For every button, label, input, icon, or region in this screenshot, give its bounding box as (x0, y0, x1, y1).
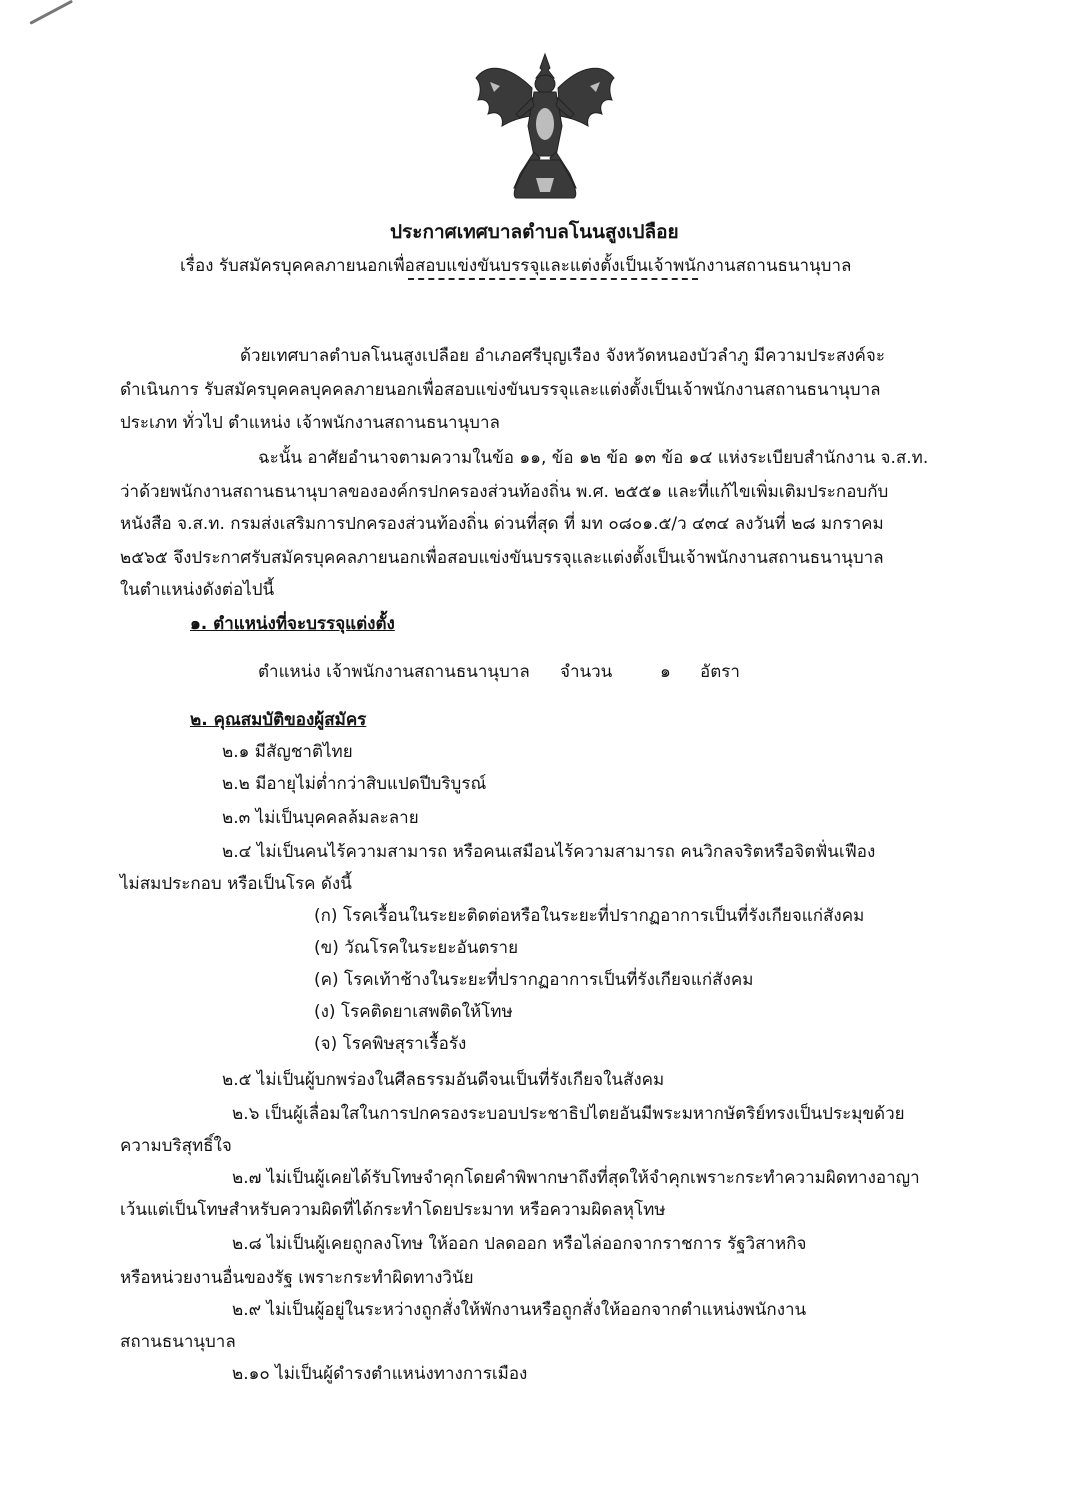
authority-line: หนังสือ จ.ส.ท. กรมส่งเสริมการปกครองส่วนท้องถิ่น ด่วนที่สุด ที่ มท ๐๘๐๑.๕/ว ๔๓๔ ลงวันที่ ๒๘ มกราคม (120, 514, 884, 534)
qualification-item-cont: ความบริสุทธิ์ใจ (120, 1136, 232, 1156)
count-value: ๑ (660, 662, 671, 682)
position-label: ตำแหน่ง เจ้าพนักงานสถานธนานุบาล (258, 662, 530, 682)
qualification-item: ๒.๑ มีสัญชาติไทย (222, 742, 353, 762)
qualification-item: ๒.๔ ไม่เป็นคนไร้ความสามารถ หรือคนเสมือนไร้ความสามารถ คนวิกลจริตหรือจิตฟั่นเฟือง (222, 842, 876, 862)
authority-line: ฉะนั้น อาศัยอำนาจตามความในข้อ ๑๑, ข้อ ๑๒ ข้อ ๑๓ ข้อ ๑๔ แห่งระเบียบสำนักงาน จ.ส.ท. (258, 448, 929, 468)
intro-line: ดำเนินการ รับสมัครบุคคลบุคคลภายนอกเพื่อสอบแข่งขันบรรจุและแต่งตั้งเป็นเจ้าพนักงานสถานธนานุบาล (120, 380, 881, 400)
header-divider (408, 278, 698, 280)
count-label: จำนวน (560, 662, 613, 682)
authority-line: ๒๕๖๕ จึงประกาศรับสมัครบุคคลภายนอกเพื่อสอบแข่งขันบรรจุและแต่งตั้งเป็นเจ้าพนักงานสถานธนานุบาล (120, 548, 884, 568)
document-subject: เรื่อง รับสมัครบุคคลภายนอกเพื่อสอบแข่งขันบรรจุและแต่งตั้งเป็นเจ้าพนักงานสถานธนานุบาล (180, 256, 852, 276)
authority-line: ในตำแหน่งดังต่อไปนี้ (120, 580, 275, 600)
garuda-emblem-icon (470, 48, 620, 203)
disease-item: (ก) โรคเรื้อนในระยะติดต่อหรือในระยะที่ปรากฏอาการเป็นที่รังเกียจแก่สังคม (314, 906, 865, 926)
pen-mark (29, 0, 73, 25)
section1-heading: ๑. ตำแหน่งที่จะบรรจุแต่งตั้ง (190, 614, 395, 634)
authority-line: ว่าด้วยพนักงานสถานธนานุบาลขององค์กรปกครองส่วนท้องถิ่น พ.ศ. ๒๕๕๑ และที่แก้ไขเพิ่มเติมประกอบกับ (120, 482, 889, 502)
qualification-item-cont: ไม่สมประกอบ หรือเป็นโรค ดังนี้ (120, 874, 352, 894)
disease-item: (ข) วัณโรคในระยะอันตราย (314, 938, 519, 958)
qualification-item: ๒.๘ ไม่เป็นผู้เคยถูกลงโทษ ให้ออก ปลดออก หรือไล่ออกจากราชการ รัฐวิสาหกิจ (232, 1234, 807, 1254)
intro-line: ด้วยเทศบาลตำบลโนนสูงเปลือย อำเภอศรีบุญเรือง จังหวัดหนองบัวลำภู มีความประสงค์จะ (240, 346, 885, 366)
disease-item: (จ) โรคพิษสุราเรื้อรัง (314, 1034, 467, 1054)
qualification-item-cont: สถานธนานุบาล (120, 1332, 236, 1352)
qualification-item-cont: หรือหน่วยงานอื่นของรัฐ เพราะกระทำผิดทางวินัย (120, 1268, 474, 1288)
qualification-item: ๒.๕ ไม่เป็นผู้บกพร่องในศีลธรรมอันดีจนเป็นที่รังเกียจในสังคม (222, 1070, 665, 1090)
qualification-item: ๒.๒ มีอายุไม่ต่ำกว่าสิบแปดปีบริบูรณ์ (222, 774, 487, 794)
qualification-item: ๒.๑๐ ไม่เป็นผู้ดำรงตำแหน่งทางการเมือง (232, 1364, 528, 1384)
qualification-item: ๒.๓ ไม่เป็นบุคคลล้มละลาย (222, 808, 419, 828)
document-title: ประกาศเทศบาลตำบลโนนสูงเปลือย (390, 221, 679, 243)
disease-item: (ค) โรคเท้าช้างในระยะที่ปรากฏอาการเป็นที่รังเกียจแก่สังคม (314, 970, 754, 990)
section2-heading: ๒. คุณสมบัติของผู้สมัคร (190, 710, 367, 730)
qualification-item: ๒.๖ เป็นผู้เลื่อมใสในการปกครองระบอบประชาธิปไตยอันมีพระมหากษัตริย์ทรงเป็นประมุขด้วย (232, 1104, 905, 1124)
disease-item: (ง) โรคติดยาเสพติดให้โทษ (314, 1002, 513, 1022)
count-unit: อัตรา (700, 662, 740, 682)
qualification-item: ๒.๗ ไม่เป็นผู้เคยได้รับโทษจำคุกโดยคำพิพากษาถึงที่สุดให้จำคุกเพราะกระทำความผิดทางอาญา (232, 1168, 920, 1188)
qualification-item: ๒.๙ ไม่เป็นผู้อยู่ในระหว่างถูกสั่งให้พักงานหรือถูกสั่งให้ออกจากตำแหน่งพนักงาน (232, 1300, 807, 1320)
qualification-item-cont: เว้นแต่เป็นโทษสำหรับความผิดที่ได้กระทำโดยประมาท หรือความผิดลหุโทษ (120, 1200, 666, 1220)
intro-line: ประเภท ทั่วไป ตำแหน่ง เจ้าพนักงานสถานธนานุบาล (120, 413, 500, 433)
